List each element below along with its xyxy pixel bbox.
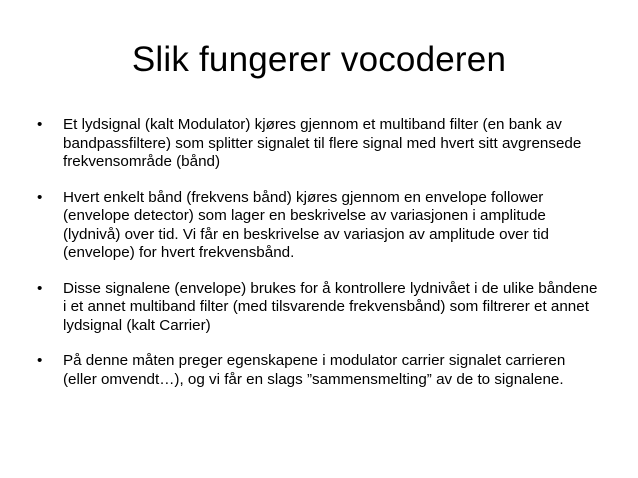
bullet-text: Et lydsignal (kalt Modulator) kjøres gjennom et multiband filter (en bank av bandpassfiltere) som splitter signalet til flere signal med hvert sitt avgrensede frekvensområde (bånd)	[63, 116, 582, 170]
bullet-item-3	[37, 280, 602, 336]
bullet-text: Disse signalene (envelope) brukes for å kontrollere lydnivået i de ulike båndene i et annet multiband filter (med tilsvarende frekvensbånd) som filtrerer et annet lydsignal (kalt Carrier)	[63, 279, 598, 334]
bullet-marker: •	[37, 279, 43, 297]
bullet-item-2	[37, 189, 602, 263]
bullet-marker: •	[37, 352, 43, 369]
bullet-item-1	[37, 116, 602, 172]
slide-title: Slik fungerer vocoderen	[131, 40, 507, 79]
bullet-marker: •	[37, 188, 43, 206]
bullet-list	[37, 116, 602, 389]
bullet-item-4	[37, 352, 602, 389]
bullet-marker: •	[37, 116, 43, 133]
bullet-text: Hvert enkelt bånd (frekvens bånd) kjøres gjennom en envelope follower (envelope detector) som lager en beskrivelse av variasjonen i amplitude (lydnivå) over tid. Vi får en beskrivelse av variasjon av amplitude over tid (envelope) for hvert frekvensbånd.	[63, 188, 549, 261]
bullet-text: På denne måten preger egenskapene i modulator carrier signalet carrieren (eller omvendt…), og vi får en slags ”sammensmelting” av de to signalene.	[63, 352, 566, 388]
